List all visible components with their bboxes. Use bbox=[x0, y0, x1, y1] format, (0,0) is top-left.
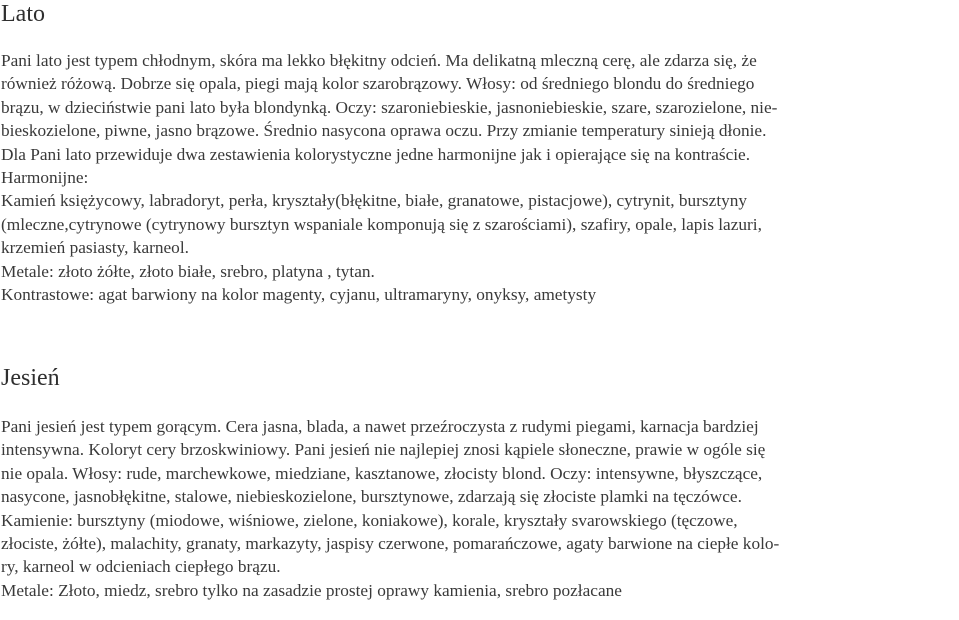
text-line: Kamienie: bursztyny (miodowe, wiśniowe, zielone, koniakowe), korale, kryształy svarowskiego (tęczowe, bbox=[1, 510, 738, 530]
section-body-lato bbox=[1, 49, 959, 306]
section-heading-jesien: Jesień bbox=[1, 365, 60, 391]
text-line: Metale: złoto żółte, złoto białe, srebro, platyna , tytan. bbox=[1, 261, 375, 281]
text-line: nie opala. Włosy: rude, marchewkowe, miedziane, kasztanowe, złocisty blond. Oczy: intensywne, błyszczące, bbox=[1, 463, 763, 483]
text-line: brązu, w dzieciństwie pani lato była blondynką. Oczy: szaroniebieskie, jasnoniebieskie, szare, szarozielone, nie- bbox=[1, 97, 778, 117]
text-line: ry, karneol w odcieniach ciepłego brązu. bbox=[1, 557, 281, 577]
text-line: bieskozielone, piwne, jasno brązowe. Średnio nasycona oprawa oczu. Przy zmianie temperatury sinieją dłonie. bbox=[1, 121, 767, 141]
text-line: Kamień księżycowy, labradoryt, perła, kryształy(błękitne, białe, granatowe, pistacjowe), cytrynit, bursztyny bbox=[1, 191, 748, 211]
text-line: również różową. Dobrze się opala, piegi mają kolor szarobrązowy. Włosy: od średniego blondu do średniego bbox=[1, 74, 755, 94]
text-line: Pani lato jest typem chłodnym, skóra ma lekko błękitny odcień. Ma delikatną mleczną cerę, ale zdarza się, że bbox=[1, 51, 757, 70]
section-heading-lato: Lato bbox=[1, 1, 45, 27]
text-line: (mleczne,cytrynowe (cytrynowy bursztyn wspaniale komponują się z szarościami), szafiry, opale, lapis lazuri, bbox=[1, 214, 762, 234]
text-line: Harmonijne: bbox=[1, 167, 89, 187]
text-line: nasycone, jasnobłękitne, stalowe, niebieskozielone, bursztynowe, zdarzają się złociste plamki na tęczówce. bbox=[1, 487, 742, 507]
text-line: Metale: Złoto, miedz, srebro tylko na zasadzie prostej oprawy kamienia, srebro pozłacane bbox=[1, 580, 622, 600]
text-line: Kontrastowe: agat barwiony na kolor magenty, cyjanu, ultramaryny, onyksy, ametysty bbox=[1, 284, 597, 304]
text-line: Pani jesień jest typem gorącym. Cera jasna, blada, a nawet przeźroczysta z rudymi piegami, karnacja bardziej bbox=[1, 417, 759, 436]
text-line: Dla Pani lato przewiduje dwa zestawienia kolorystyczne jedne harmonijne jak i opierające się na kontraście. bbox=[1, 144, 751, 164]
section-body-jesien bbox=[1, 415, 959, 602]
text-line: krzemień pasiasty, karneol. bbox=[1, 238, 189, 258]
text-line: intensywna. Koloryt cery brzoskwiniowy. Pani jesień nie najlepiej znosi kąpiele słoneczne, prawie w ogóle się bbox=[1, 440, 766, 460]
text-line: złociste, żółte), malachity, granaty, markazyty, jaspisy czerwone, pomarańczowe, agaty barwione na ciepłe kolo- bbox=[1, 533, 780, 553]
